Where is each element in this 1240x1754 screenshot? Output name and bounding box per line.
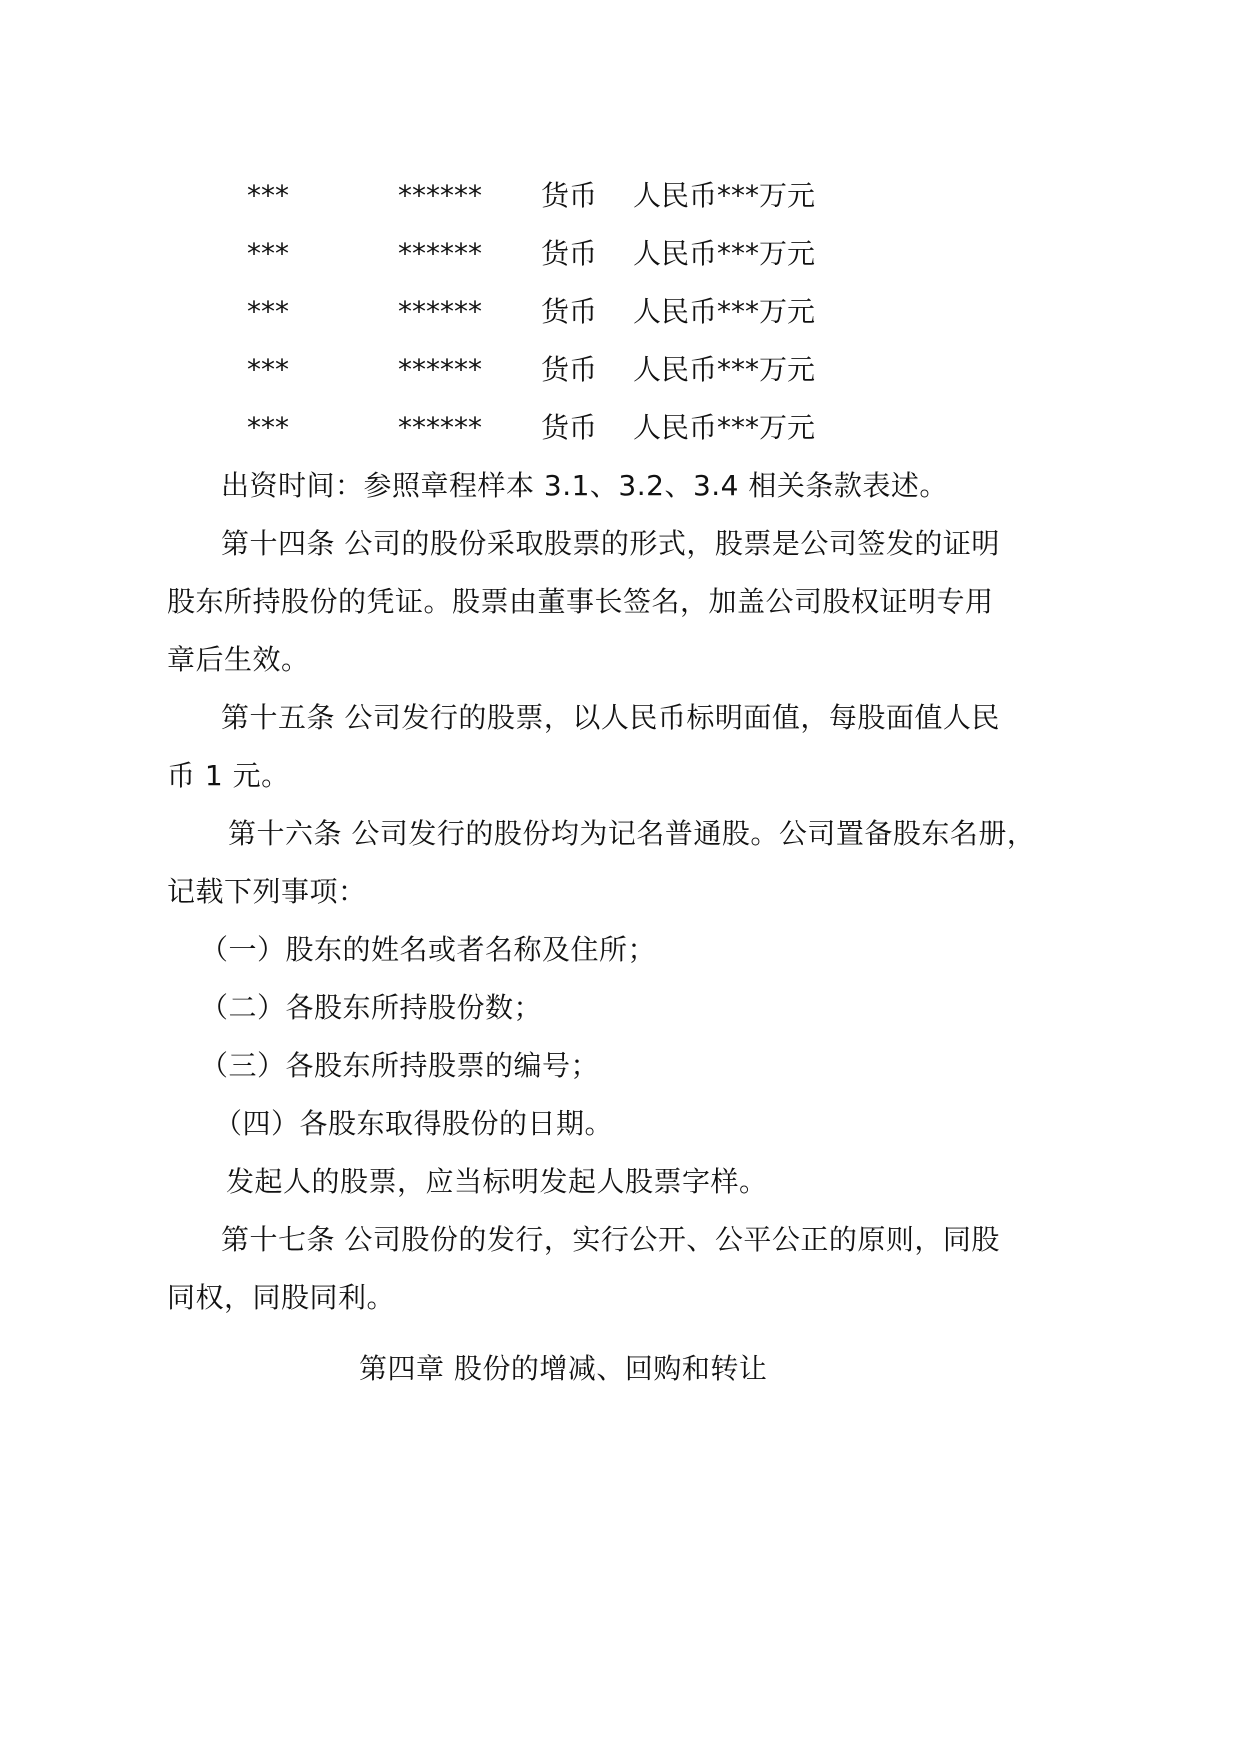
shareholder-id: ******	[398, 237, 482, 270]
contribution-method: 货币	[541, 295, 598, 328]
shareholder-id: ******	[398, 411, 482, 444]
contribution-amount: 人民币***万元	[633, 179, 816, 212]
contribution-amount: 人民币***万元	[633, 353, 816, 386]
article-14-line-1: 第十四条 公司的股份采取股票的形式，股票是公司签发的证明	[221, 527, 1000, 560]
register-item-2: （二）各股东所持股份数；	[200, 991, 543, 1024]
contribution-method: 货币	[541, 411, 598, 444]
article-14-line-2: 股东所持股份的凭证。股票由董事长签名，加盖公司股权证明专用	[167, 585, 994, 618]
article-17-line-1: 第十七条 公司股份的发行，实行公开、公平公正的原则，同股	[221, 1223, 1000, 1256]
contribution-amount: 人民币***万元	[633, 237, 816, 270]
contribution-time-paragraph: 出资时间：参照章程样本 3.1、3.2、3.4 相关条款表述。	[221, 469, 948, 502]
contribution-method: 货币	[541, 179, 598, 212]
register-item-4: （四）各股东取得股份的日期。	[214, 1107, 614, 1140]
article-15-line-1: 第十五条 公司发行的股票，以人民币标明面值，每股面值人民	[221, 701, 1000, 734]
contribution-amount: 人民币***万元	[633, 411, 816, 444]
register-item-3: （三）各股东所持股票的编号；	[200, 1049, 600, 1082]
table-row	[0, 350, 1240, 390]
shareholder-id: ******	[398, 179, 482, 212]
article-17-line-2: 同权，同股同利。	[167, 1281, 396, 1314]
shareholder-id: ******	[398, 295, 482, 328]
chapter-heading: 第四章 股份的增减、回购和转让	[359, 1352, 768, 1385]
article-16-line-2: 记载下列事项：	[167, 875, 367, 908]
article-14-line-3: 章后生效。	[167, 643, 310, 676]
article-15-line-2: 币 1 元。	[167, 759, 290, 792]
shareholder-name: ***	[247, 353, 289, 386]
shareholder-id: ******	[398, 353, 482, 386]
article-16-line-1: 第十六条 公司发行的股份均为记名普通股。公司置备股东名册，	[228, 817, 1036, 850]
promoter-note: 发起人的股票，应当标明发起人股票字样。	[226, 1165, 768, 1198]
shareholder-name: ***	[247, 179, 289, 212]
table-row	[0, 408, 1240, 448]
contribution-amount: 人民币***万元	[633, 295, 816, 328]
shareholder-name: ***	[247, 237, 289, 270]
shareholder-name: ***	[247, 411, 289, 444]
contribution-method: 货币	[541, 353, 598, 386]
contribution-method: 货币	[541, 237, 598, 270]
table-row	[0, 234, 1240, 274]
register-item-1: （一）股东的姓名或者名称及住所；	[200, 933, 657, 966]
table-row	[0, 292, 1240, 332]
shareholder-name: ***	[247, 295, 289, 328]
table-row	[0, 176, 1240, 216]
